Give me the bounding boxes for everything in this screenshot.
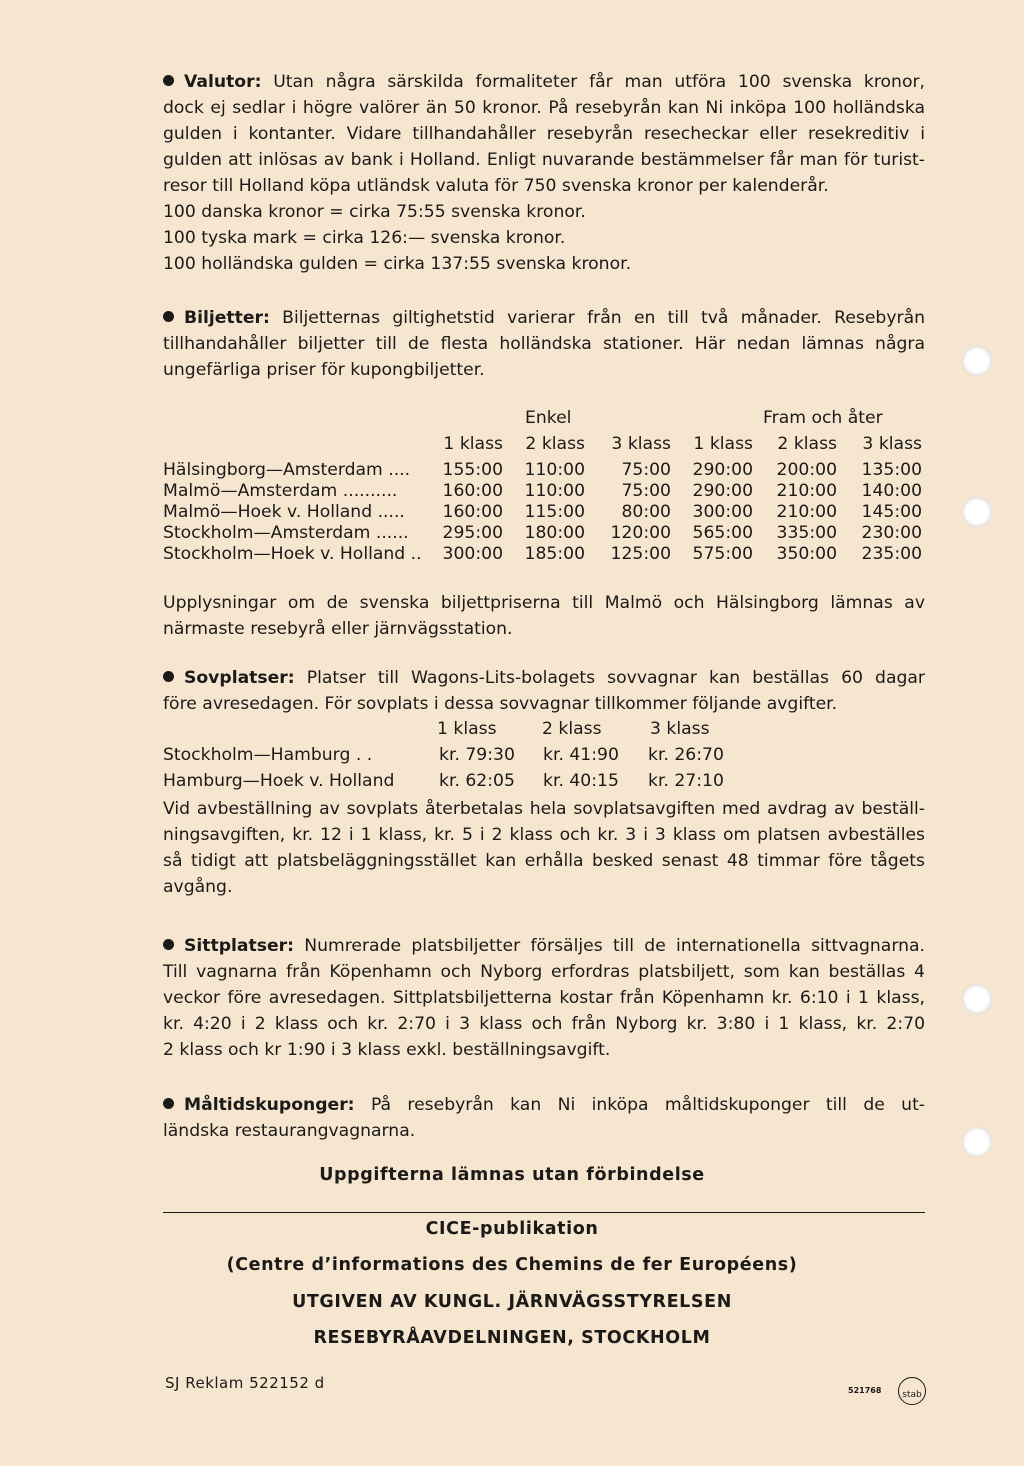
price-cell: 155:00	[442, 460, 503, 480]
table-row	[163, 523, 933, 544]
group-enkel: Enkel	[525, 408, 572, 428]
price-cell: 290:00	[692, 481, 753, 501]
punch-hole	[962, 984, 992, 1014]
sittplatser-section	[163, 933, 925, 1063]
bullet-icon	[163, 1098, 174, 1109]
rate-dkk: 100 danska kronor = cirka 75:55 svenska kronor.	[163, 202, 586, 222]
sovplatser-heading: Sovplatser:	[184, 668, 295, 688]
price-cell: 295:00	[442, 523, 503, 543]
route-cell: Stockholm—Hoek v. Holland ..	[163, 544, 422, 564]
footer-publisher: UTGIVEN AV KUNGL. JÄRNVÄGSSTYRELSEN	[292, 1292, 732, 1312]
table-row	[163, 544, 933, 565]
sleeper-fee-table	[163, 719, 933, 797]
table-row	[163, 771, 933, 797]
cancellation-line-3: så tidigt att platsbeläggningsstället kan erhålla besked senast 48 timmar före tågets	[163, 851, 925, 871]
price-cell: 125:00	[610, 544, 671, 564]
group-fram-och-ater: Fram och åter	[763, 408, 883, 428]
class-header: 2 klass	[777, 434, 837, 454]
price-cell: 565:00	[692, 523, 753, 543]
bullet-icon	[163, 671, 174, 682]
print-code: SJ Reklam 522152 d	[165, 1374, 325, 1392]
class-header: 2 klass	[542, 719, 602, 739]
class-header: 3 klass	[611, 434, 671, 454]
price-cell: 145:00	[861, 502, 922, 522]
footer-cice-name: (Centre d’informations des Chemins de fer Européens)	[226, 1255, 798, 1275]
price-cell: 180:00	[524, 523, 585, 543]
class-header: 2 klass	[525, 434, 585, 454]
cancellation-line-2: ningsavgiften, kr. 12 i 1 klass, kr. 5 i 2 klass och kr. 3 i 3 klass om platsen avbeställes	[163, 825, 925, 845]
price-cell: kr. 40:15	[543, 771, 619, 791]
rate-nlg: 100 holländska gulden = cirka 137:55 svenska kronor.	[163, 254, 632, 274]
price-cell: 140:00	[861, 481, 922, 501]
punch-hole	[962, 346, 992, 376]
sittplatser-line-3: veckor före avresedagen. Sittplatsbiljetterna kostar från Köpenhamn kr. 6:10 i 1 klass,	[163, 988, 925, 1008]
sittplatser-line-1: Sittplatser: Numrerade platsbiljetter försäljes till de internationella sittvagnarna.	[163, 933, 925, 959]
maltid-section	[163, 1092, 925, 1144]
sittplatser-line-2: Till vagnarna från Köpenhamn och Nyborg erfordras platsbiljett, som kan beställas 4	[163, 962, 925, 982]
sittplatser-heading: Sittplatser:	[184, 936, 294, 956]
ticket-price-table	[163, 408, 933, 565]
biljetter-line-3: ungefärliga priser för kupongbiljetter.	[163, 360, 485, 380]
stamp-number: 521768	[848, 1386, 882, 1395]
bullet-icon	[163, 311, 174, 322]
price-cell: 160:00	[442, 502, 503, 522]
price-cell: 350:00	[776, 544, 837, 564]
route-cell: Stockholm—Amsterdam ......	[163, 523, 409, 543]
price-cell: kr. 27:10	[648, 771, 724, 791]
cancellation-text	[163, 796, 925, 900]
biljetter-heading: Biljetter:	[184, 308, 270, 328]
valutor-line-3: gulden i kontanter. Vidare tillhandahåller resebyrån resecheckar eller resekreditiv i	[163, 124, 925, 144]
table-group-header	[163, 408, 933, 434]
ticket-note-line-1: Upplysningar om de svenska biljettpriserna till Malmö och Hälsingborg lämnas av	[163, 593, 925, 613]
price-cell: 575:00	[692, 544, 753, 564]
divider	[163, 1212, 925, 1213]
price-cell: 115:00	[524, 502, 585, 522]
route-cell: Malmö—Hoek v. Holland .....	[163, 502, 405, 522]
cancellation-line-4: avgång.	[163, 877, 233, 897]
table-row	[163, 502, 933, 523]
stamp-text: stab	[902, 1390, 922, 1400]
price-cell: 290:00	[692, 460, 753, 480]
ticket-note	[163, 590, 925, 642]
class-header: 1 klass	[443, 434, 503, 454]
sovplatser-section	[163, 665, 925, 717]
route-cell: Hälsingborg—Amsterdam ....	[163, 460, 411, 480]
maltid-line-1: Måltidskuponger: På resebyrån kan Ni inköpa måltidskuponger till de ut-	[163, 1092, 925, 1118]
valutor-line-4: gulden att inlösas av bank i Holland. Enligt nuvarande bestämmelser får man för turist-	[163, 150, 925, 170]
sittplatser-line-5: 2 klass och kr 1:90 i 3 klass exkl. beställningsavgift.	[163, 1040, 611, 1060]
price-cell: 75:00	[621, 460, 671, 480]
valutor-line-2: dock ej sedlar i högre valörer än 50 kronor. På resebyrån kan Ni inköpa 100 holländska	[163, 98, 925, 118]
route-cell: Malmö—Amsterdam ..........	[163, 481, 398, 501]
price-cell: 235:00	[861, 544, 922, 564]
price-cell: kr. 41:90	[543, 745, 619, 765]
price-cell: 300:00	[442, 544, 503, 564]
cancellation-line-1: Vid avbeställning av sovplats återbetalas hela sovplatsavgiften med avdrag av beställ-	[163, 799, 925, 819]
maltid-line-2: ländska restaurangvagnarna.	[163, 1121, 416, 1141]
biljetter-section	[163, 305, 925, 383]
biljetter-line-1: Biljetter: Biljetternas giltighetstid varierar från en till två månader. Resebyrån	[163, 305, 925, 331]
bullet-icon	[163, 939, 174, 950]
price-cell: 300:00	[692, 502, 753, 522]
printer-stamp	[898, 1377, 926, 1405]
price-cell: 210:00	[776, 502, 837, 522]
sleeper-class-header	[163, 719, 933, 745]
price-cell: 185:00	[524, 544, 585, 564]
price-cell: 160:00	[442, 481, 503, 501]
biljetter-line-2: tillhandahåller biljetter till de flesta holländska stationer. Här nedan lämnas några	[163, 334, 925, 354]
table-row	[163, 745, 933, 771]
bullet-icon	[163, 75, 174, 86]
valutor-section	[163, 69, 925, 277]
sittplatser-line-4: kr. 4:20 i 2 klass och kr. 2:70 i 3 klass och från Nyborg kr. 3:80 i 1 klass, kr. 2:70	[163, 1014, 925, 1034]
class-header: 1 klass	[437, 719, 497, 739]
price-cell: 120:00	[610, 523, 671, 543]
table-class-header	[163, 434, 933, 460]
class-header: 3 klass	[862, 434, 922, 454]
table-row	[163, 481, 933, 502]
valutor-heading: Valutor:	[184, 72, 262, 92]
route-cell: Hamburg—Hoek v. Holland	[163, 771, 395, 791]
price-cell: 210:00	[776, 481, 837, 501]
price-cell: kr. 26:70	[648, 745, 724, 765]
price-cell: kr. 62:05	[439, 771, 515, 791]
route-cell: Stockholm—Hamburg . .	[163, 745, 373, 765]
price-cell: 230:00	[861, 523, 922, 543]
price-cell: 335:00	[776, 523, 837, 543]
price-cell: 200:00	[776, 460, 837, 480]
sovplatser-line-1: Sovplatser: Platser till Wagons-Lits-bolagets sovvagnar kan beställas 60 dagar	[163, 665, 925, 691]
valutor-line-1: Valutor: Utan några särskilda formaliteter får man utföra 100 svenska kronor,	[163, 69, 925, 95]
price-cell: 75:00	[621, 481, 671, 501]
price-cell: 80:00	[621, 502, 671, 522]
price-cell: 110:00	[524, 481, 585, 501]
footer-publication: CICE-publikation	[425, 1219, 599, 1239]
class-header: 3 klass	[650, 719, 710, 739]
punch-hole	[962, 497, 992, 527]
sovplatser-line-2: före avresedagen. För sovplats i dessa sovvagnar tillkommer följande avgifter.	[163, 694, 838, 714]
punch-hole	[962, 1127, 992, 1157]
class-header: 1 klass	[693, 434, 753, 454]
maltid-heading: Måltidskuponger:	[184, 1095, 355, 1115]
price-cell: kr. 79:30	[439, 745, 515, 765]
valutor-line-5: resor till Holland köpa utländsk valuta för 750 svenska kronor per kalenderår.	[163, 176, 829, 196]
price-cell: 110:00	[524, 460, 585, 480]
ticket-note-line-2: närmaste resebyrå eller järnvägsstation.	[163, 619, 513, 639]
price-cell: 135:00	[861, 460, 922, 480]
disclaimer: Uppgifterna lämnas utan förbindelse	[319, 1165, 705, 1185]
footer-department: RESEBYRÅAVDELNINGEN, STOCKHOLM	[313, 1328, 711, 1348]
rate-dem: 100 tyska mark = cirka 126:— svenska kronor.	[163, 228, 566, 248]
table-row	[163, 460, 933, 481]
